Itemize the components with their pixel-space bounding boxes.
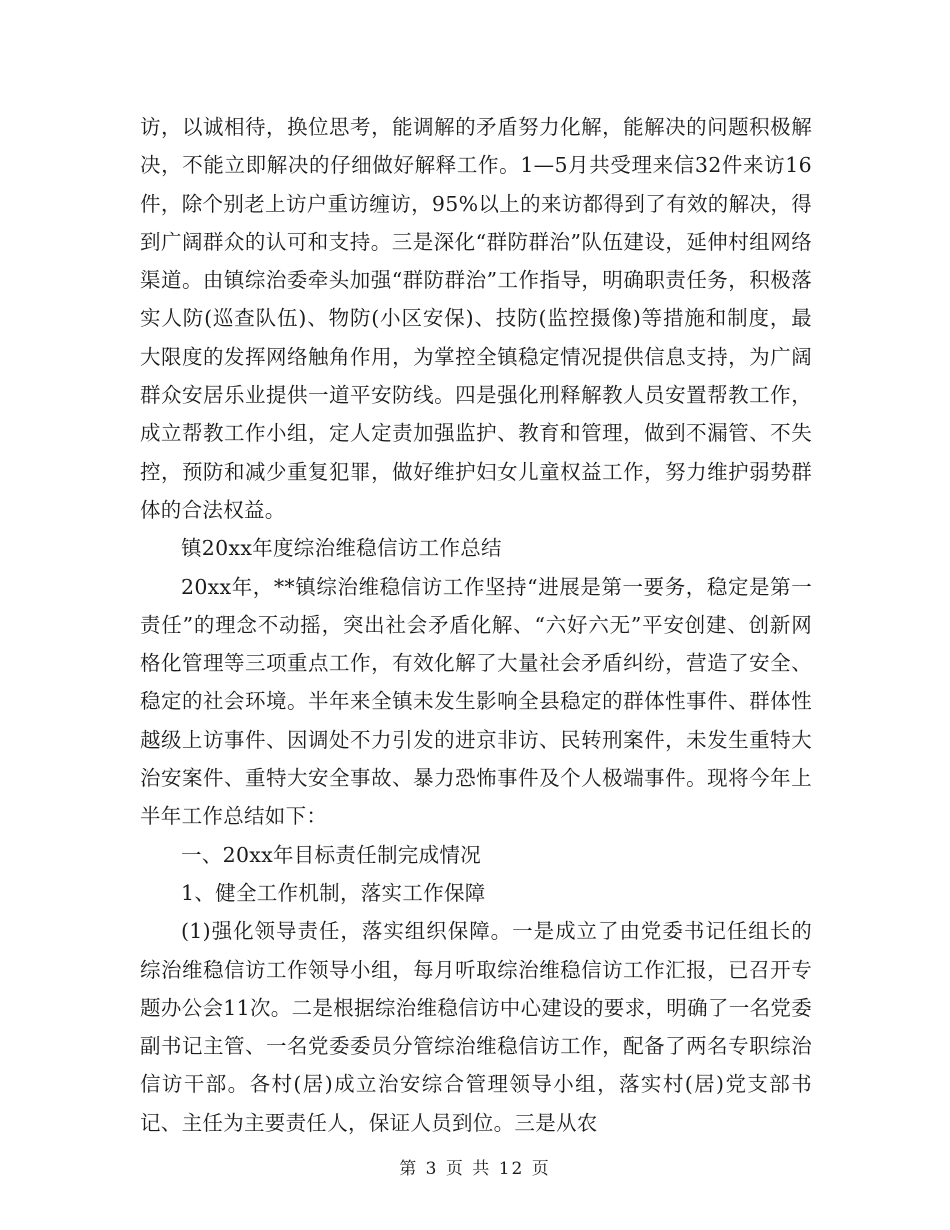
page-number: 第 3 页 共 12 页 (399, 1159, 551, 1179)
paragraph-intro: 20xx年，**镇综治维稳信访工作坚持“进展是第一要务，稳定是第一责任”的理念不动摇，突出社会矛盾化解、“六好六无”平安创建、创新网格化管理等三项重点工作，有效化解了大量社会矛盾纠纷，营造了安全、稳定的社会环境。半年来全镇未发生影响全县稳定的群体性事件、群体性越级上访事件、因调处不力引发的进京非访、民转刑案件，未发生重特大治安案件、重特大安全事故、暴力恐怖事件及个人极端事件。现将今年上半年工作总结如下： (140, 574, 812, 829)
document-body (140, 108, 812, 1142)
document-title: 镇20xx年度综治维稳信访工作总结 (181, 536, 502, 561)
paragraph-continued: 访，以诚相待，换位思考，能调解的矛盾努力化解，能解决的问题积极解决，不能立即解决的仔细做好解释工作。1—5月共受理来信32件来访16件，除个别老上访户重访缠访，95%以上的来访都得到了有效的解决，得到广阔群众的认可和支持。三是深化“群防群治”队伍建设，延伸村组网络渠道。由镇综治委牵头加强“群防群治”工作指导，明确职责任务，积极落实人防(巡查队伍)、物防(小区安保)、技防(监控摄像)等措施和制度，最大限度的发挥网络触角作用，为掌控全镇稳定情况提供信息支持，为广阔群众安居乐业提供一道平安防线。四是强化刑释解教人员安置帮教工作，成立帮教工作小组，定人定责加强监护、教育和管理，做到不漏管、不失控，预防和减少重复犯罪，做好维护妇女儿童权益工作，努力维护弱势群体的合法权益。 (140, 115, 812, 522)
section-heading: 一、20xx年目标责任制完成情况 (181, 842, 482, 867)
paragraph-body: (1)强化领导责任，落实组织保障。一是成立了由党委书记任组长的综治维稳信访工作领导小组，每月听取综治维稳信访工作汇报，已召开专题办公会11次。二是根据综治维稳信访中心建设的要求，明确了一名党委副书记主管、一名党委委员分管综治维稳信访工作，配备了两名专职综治信访干部。各村(居)成立治安综合管理领导小组，落实村(居)党支部书记、主任为主要责任人，保证人员到位。三是从农 (140, 919, 812, 1135)
subsection-heading: 1、健全工作机制，落实工作保障 (181, 880, 486, 905)
